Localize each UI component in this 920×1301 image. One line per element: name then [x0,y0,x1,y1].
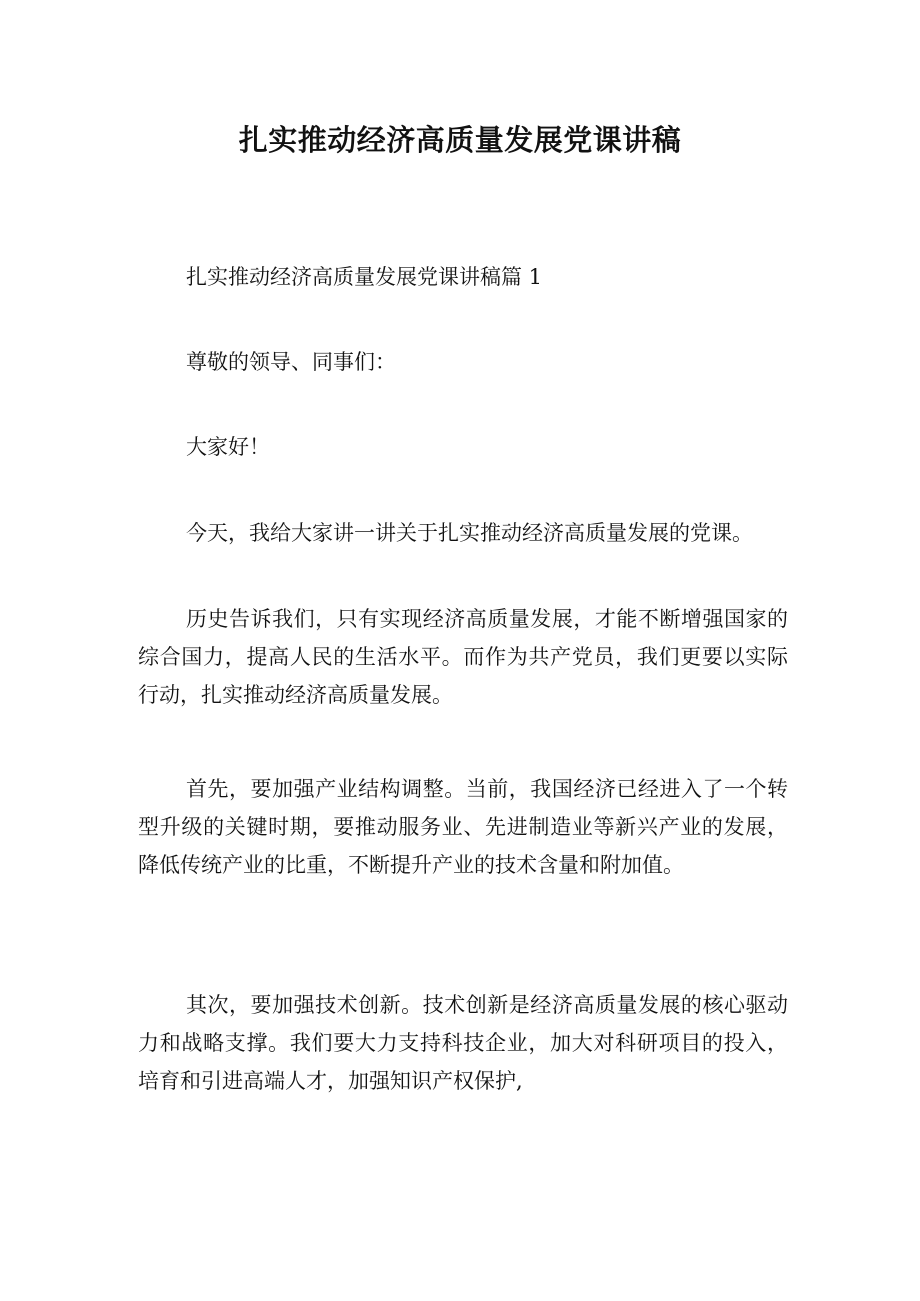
first-point-paragraph: 首先，要加强产业结构调整。当前，我国经济已经进入了一个转型升级的关键时期，要推动服务业、先进制造业等新兴产业的发展，降低传统产业的比重，不断提升产业的技术含量和附加值。 [138,777,788,877]
greeting-paragraph: 大家好！ [186,435,270,459]
salutation-paragraph: 尊敬的领导、同事们： [186,350,396,374]
second-point-paragraph: 其次，要加强技术创新。技术创新是经济高质量发展的核心驱动力和战略支撑。我们要大力支持科技企业，加大对科研项目的投入，培育和引进高端人才，加强知识产权保护, [138,993,788,1093]
history-paragraph: 历史告诉我们，只有实现经济高质量发展，才能不断增强国家的综合国力，提高人民的生活水平。而作为共产党员，我们更要以实际行动，扎实推动经济高质量发展。 [138,607,788,707]
document-title: 扎实推动经济高质量发展党课讲稿 [238,123,682,157]
intro-paragraph: 今天，我给大家讲一讲关于扎实推动经济高质量发展的党课。 [186,521,753,545]
section-heading: 扎实推动经济高质量发展党课讲稿篇 1 [186,265,543,289]
